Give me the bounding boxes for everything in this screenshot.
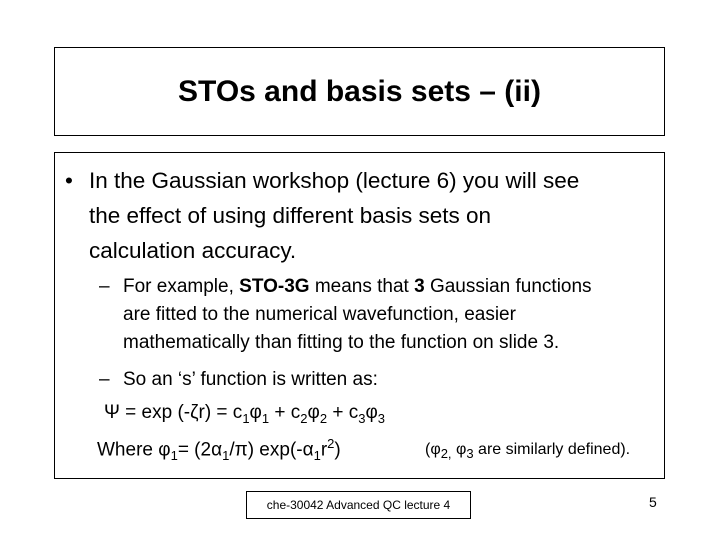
bullet-1-line-2 <box>89 198 653 233</box>
bold-text: 3 <box>414 276 425 297</box>
text: ) <box>334 439 341 461</box>
phi-symbol: φ <box>430 441 441 458</box>
text: + c <box>327 402 359 423</box>
footer-box <box>246 491 471 519</box>
footer-text: che-30042 Advanced QC lecture 4 <box>266 498 451 512</box>
word: easier <box>464 304 516 325</box>
sub-bullet-1-line-1 <box>123 273 655 301</box>
text: Gaussian functions <box>424 276 592 297</box>
word: on <box>466 203 492 228</box>
bullet-1-line-1: In the Gaussian workshop (lecture 6) you will see <box>89 168 580 193</box>
alpha-symbol: α <box>302 439 314 461</box>
zeta-symbol: ζ <box>190 402 199 423</box>
subscript: 1 <box>170 448 178 464</box>
subscript: 1 <box>313 448 321 464</box>
text: Where <box>97 439 159 461</box>
word: sets <box>418 203 460 228</box>
word: numerical <box>255 304 338 325</box>
sub-bullet-1-line-2 <box>123 301 655 329</box>
text: = exp (- <box>119 402 191 423</box>
bold-text: STO-3G <box>239 276 310 297</box>
phi-definition-equation <box>97 436 341 463</box>
subscript: 2 <box>319 410 328 426</box>
word: the <box>223 304 250 325</box>
title-box <box>54 47 665 136</box>
subscript: 3 <box>377 410 386 426</box>
text: means that <box>309 276 415 297</box>
subscript: 1 <box>242 410 250 426</box>
phi-symbol: φ <box>307 402 320 423</box>
text: r <box>320 439 328 461</box>
text: + c <box>269 402 301 423</box>
word: of <box>187 203 207 228</box>
word: to <box>202 304 219 325</box>
phi-symbol: φ <box>456 441 467 458</box>
subscript: 3 <box>466 446 474 462</box>
text: are similarly defined). <box>473 441 631 458</box>
dash-marker: – <box>99 276 110 297</box>
subscript: 1 <box>261 410 270 426</box>
word: the <box>89 203 121 228</box>
psi-symbol: Ψ <box>104 402 120 423</box>
bullet-1-line-3: calculation accuracy. <box>89 238 297 263</box>
word: using <box>212 203 267 228</box>
word: basis <box>359 203 413 228</box>
slide-title: STOs and basis sets – (ii) <box>178 74 541 108</box>
phi-symbol: φ <box>158 439 171 461</box>
word: wavefunction, <box>342 304 459 325</box>
sub-bullet-1 <box>99 273 655 357</box>
subscript: 1 <box>222 448 230 464</box>
wavefunction-equation <box>104 402 385 426</box>
text: ) exp(- <box>247 439 303 461</box>
dash-marker: – <box>99 369 110 390</box>
pi-symbol: π <box>234 439 248 461</box>
bullet-marker: • <box>65 168 73 193</box>
text: = (2 <box>177 439 212 461</box>
subscript: 2, <box>440 446 452 462</box>
word: different <box>272 203 354 228</box>
sub-bullet-1-line-3: mathematically than fitting to the function on slide 3. <box>123 332 560 353</box>
page-number: 5 <box>649 494 657 510</box>
phi-symbol: φ <box>365 402 378 423</box>
text: r) = c <box>198 402 243 423</box>
word: effect <box>126 203 182 228</box>
sub-bullet-2 <box>99 366 655 394</box>
text: For example, <box>123 276 240 297</box>
sub-bullet-2-text: So an ‘s’ function is written as: <box>123 369 378 390</box>
word: fitted <box>155 304 197 325</box>
word: are <box>123 304 151 325</box>
text: / <box>229 439 235 461</box>
definition-note <box>425 441 630 461</box>
phi-symbol: φ <box>249 402 262 423</box>
subscript: 3 <box>358 410 366 426</box>
superscript: 2 <box>327 436 335 451</box>
bullet-1 <box>65 163 653 268</box>
content-box <box>54 152 665 479</box>
text: ( <box>425 441 431 458</box>
alpha-symbol: α <box>211 439 223 461</box>
subscript: 2 <box>300 410 308 426</box>
